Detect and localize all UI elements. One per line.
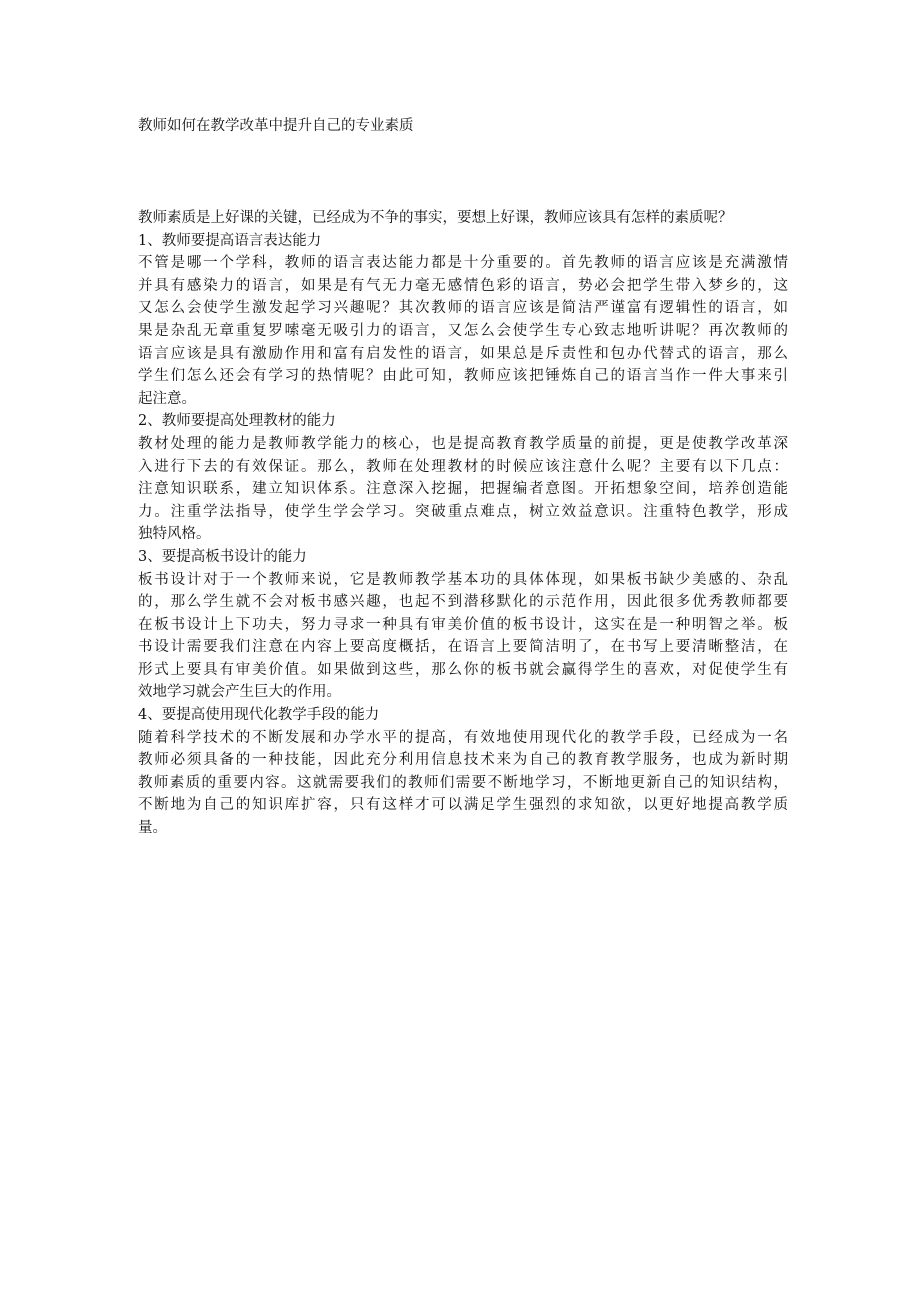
section-3-line: 的，那么学生就不会对板书感兴趣，也起不到潜移默化的示范作用，因此很多优秀教师都要 [138,594,788,611]
section-1-line: 并具有感染力的语言，如果是有气无力毫无感情色彩的语言，势必会把学生带入梦乡的，这 [138,277,788,294]
section-2-line: 独特风格。 [138,526,211,543]
section-1-line: 学生们怎么还会有学习的热情呢？由此可知，教师应该把锤炼自己的语言当作一件大事来引 [138,368,788,385]
section-heading-2: 2、教师要提高处理教材的能力 [138,413,336,430]
section-2-line: 力。注重学法指导，使学生学会学习。突破重点难点，树立效益意识。注重特色教学，形成 [138,503,788,520]
section-1-line: 又怎么会使学生激发起学习兴趣呢？其次教师的语言应该是简洁严谨富有逻辑性的语言，如 [138,300,788,317]
section-3-line: 形式上要具有审美价值。如果做到这些，那么你的板书就会赢得学生的喜欢，对促使学生有 [138,661,788,678]
section-1-line: 起注意。 [138,390,196,407]
section-heading-4: 4、要提高使用现代化教学手段的能力 [138,707,380,724]
section-2-line: 注意知识联系，建立知识体系。注意深入挖掘，把握编者意图。开拓想象空间，培养创造能 [138,481,788,498]
section-2-line: 入进行下去的有效保证。那么，教师在处理教材的时候应该注意什么呢？主要有以下几点： [138,458,788,475]
document-body [138,207,788,840]
section-4-line: 教师必须具备的一种技能，因此充分利用信息技术来为自己的教育教学服务，也成为新时期 [138,752,788,769]
section-3-line: 在板书设计上下功夫，努力寻求一种具有审美价值的板书设计，这实在是一种明智之举。板 [138,616,788,633]
section-4-line: 不断地为自己的知识库扩容，只有这样才可以满足学生强烈的求知欲，以更好地提高教学质 [138,797,788,814]
section-4-line: 随着科学技术的不断发展和办学水平的提高，有效地使用现代化的教学手段，已经成为一名 [138,729,788,746]
section-3-line: 板书设计对于一个教师来说，它是教师教学基本功的具体体现，如果板书缺少美感的、杂乱 [138,571,788,588]
intro-paragraph: 教师素质是上好课的关键，已经成为不争的事实，要想上好课，教师应该具有怎样的素质呢？ [138,210,733,226]
section-heading-3: 3、要提高板书设计的能力 [138,548,307,565]
section-1-line: 语言应该是具有激励作用和富有启发性的语言，如果总是斥责性和包办代替式的语言，那么 [138,345,788,362]
document-title: 教师如何在教学改革中提升自己的专业素质 [138,118,414,134]
section-heading-1: 1、教师要提高语言表达能力 [138,232,322,249]
section-3-line: 书设计需要我们注意在内容上要高度概括，在语言上要简洁明了，在书写上要清晰整洁，在 [138,639,788,656]
section-1-line: 果是杂乱无章重复罗嗦毫无吸引力的语言，又怎么会使学生专心致志地听讲呢？再次教师的 [138,322,788,339]
section-3-line: 效地学习就会产生巨大的作用。 [138,684,341,701]
section-1-line: 不管是哪一个学科，教师的语言表达能力都是十分重要的。首先教师的语言应该是充满激情 [138,255,788,272]
section-2-line: 教材处理的能力是教师教学能力的核心，也是提高教育教学质量的前提，更是使教学改革深 [138,435,788,452]
section-4-line: 教师素质的重要内容。这就需要我们的教师们需要不断地学习，不断地更新自己的知识结构， [138,774,788,791]
section-4-line: 量。 [138,820,167,837]
